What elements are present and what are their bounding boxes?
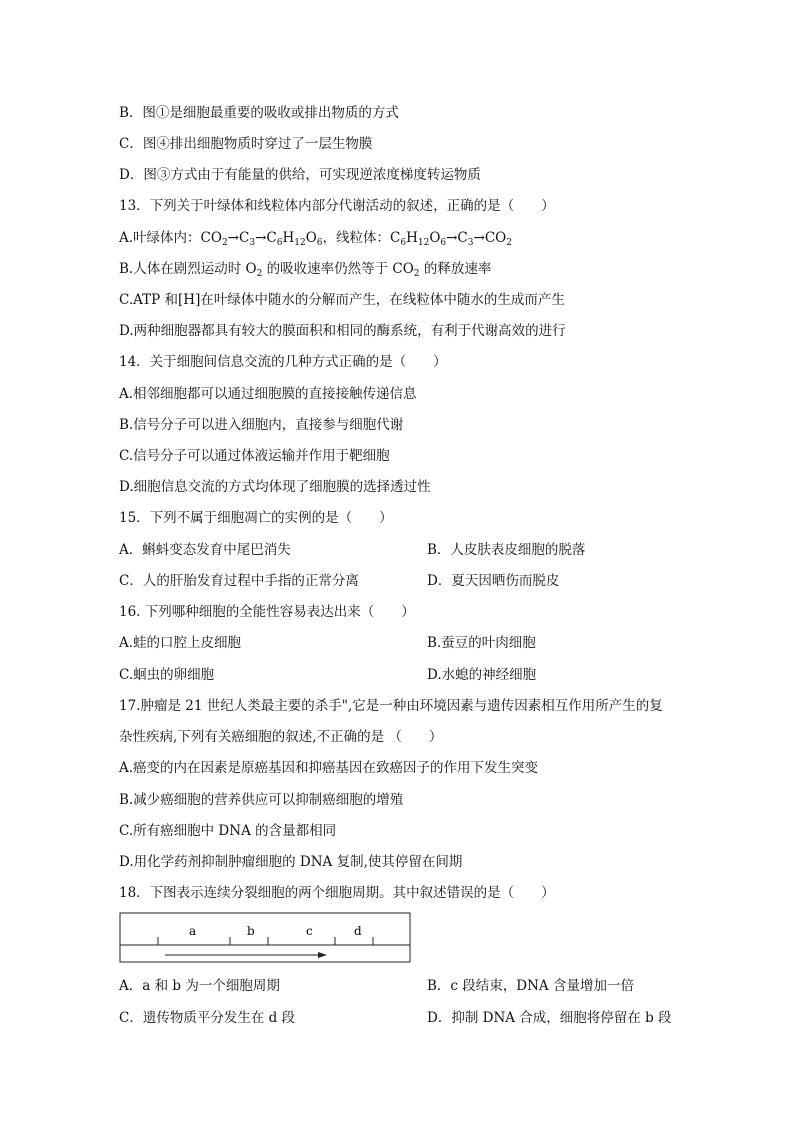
segment-label-d: d <box>354 924 362 938</box>
segment-label-b: b <box>247 924 255 938</box>
q15-option-b: B．人皮肤表皮细胞的脱落 <box>427 542 586 558</box>
q13-option-d: D.两种细胞器都具有较大的膜面积和相同的酶系统，有利于代谢高效的进行 <box>119 323 566 339</box>
q12-option-d: D．图③方式由于有能量的供给，可实现逆浓度梯度转运物质 <box>119 167 481 183</box>
q15-stem: 15．下列不属于细胞凋亡的实例的是（ ） <box>119 510 393 526</box>
q17-option-c: C.所有癌细胞中 DNA 的含量都相同 <box>119 823 337 839</box>
q13-option-a: A.叶绿体内：$CO_2\to C_3\to C_6H_{12}O_6$，线粒体：$C_6H_{12}O_6\to C_3\to CO_2$ <box>119 230 512 248</box>
q13-option-b: B.人体在剧烈运动时 $O_2$ 的吸收速率仍然等于 $CO_2$ 的释放速率 <box>119 261 492 279</box>
q12-option-b: B．图①是细胞最重要的吸收或排出物质的方式 <box>119 105 399 121</box>
q12-option-c: C．图④排出细胞物质时穿过了一层生物膜 <box>119 136 373 152</box>
q16-option-b: B.蚕豆的叶肉细胞 <box>427 635 536 651</box>
direction-arrow-head <box>318 952 327 958</box>
q16-option-a: A.蛙的口腔上皮细胞 <box>119 635 242 651</box>
q15-option-d: D．夏天因晒伤而脱皮 <box>427 573 560 589</box>
q13-option-c: C.ATP 和[H]在叶绿体中随水的分解而产生，在线粒体中随水的生成而产生 <box>119 292 565 308</box>
q14-stem: 14．关于细胞间信息交流的几种方式正确的是（ ） <box>119 354 447 370</box>
q13-stem: 13．下列关于叶绿体和线粒体内部分代谢活动的叙述，正确的是（ ） <box>119 198 555 214</box>
q17-stem-line2: 杂性疾病,下列有关癌细胞的叙述,不正确的是 （ ） <box>119 729 443 745</box>
q14-option-a: A.相邻细胞都可以通过细胞膜的直接接触传递信息 <box>119 386 417 402</box>
q18-option-b: B．c 段结束，DNA 含量增加一倍 <box>427 978 634 994</box>
q16-option-c: C.蛔虫的卵细胞 <box>119 667 215 683</box>
q16-option-d: D.水螅的神经细胞 <box>427 667 537 683</box>
q18-option-a: A．a 和 b 为一个细胞周期 <box>119 978 280 994</box>
q17-stem-line1: 17.肿瘤是 21 世纪人类最主要的杀手",它是一种由环境因素与遗传因素相互作用所产生的复 <box>119 698 663 714</box>
segment-label-c: c <box>306 924 313 938</box>
q18-option-d: D．抑制 DNA 合成，细胞将停留在 b 段 <box>427 1010 672 1026</box>
cell-cycle-diagram <box>119 912 414 964</box>
q18-stem: 18．下图表示连续分裂细胞的两个细胞周期。其中叙述错误的是（ ） <box>119 885 555 901</box>
q17-option-d: D.用化学药剂抑制肿瘤细胞的 DNA 复制,使其停留在间期 <box>119 854 463 870</box>
q15-option-c: C．人的肝胎发育过程中手指的正常分离 <box>119 573 359 589</box>
q18-option-c: C．遗传物质平分发生在 d 段 <box>119 1010 296 1026</box>
q14-option-d: D.细胞信息交流的方式均体现了细胞膜的选择透过性 <box>119 479 431 495</box>
q17-option-b: B.减少癌细胞的营养供应可以抑制癌细胞的增殖 <box>119 792 404 808</box>
q14-option-b: B.信号分子可以进入细胞内，直接参与细胞代谢 <box>119 417 404 433</box>
q16-stem: 16. 下列哪种细胞的全能性容易表达出来（ ） <box>119 604 415 620</box>
q17-option-a: A.癌变的内在因素是原癌基因和抑癌基因在致癌因子的作用下发生突变 <box>119 760 539 776</box>
q15-option-a: A．蝌蚪变态发育中尾巴消失 <box>119 542 291 558</box>
segment-label-a: a <box>189 924 197 938</box>
q14-option-c: C.信号分子可以通过体液运输并作用于靶细胞 <box>119 448 390 464</box>
